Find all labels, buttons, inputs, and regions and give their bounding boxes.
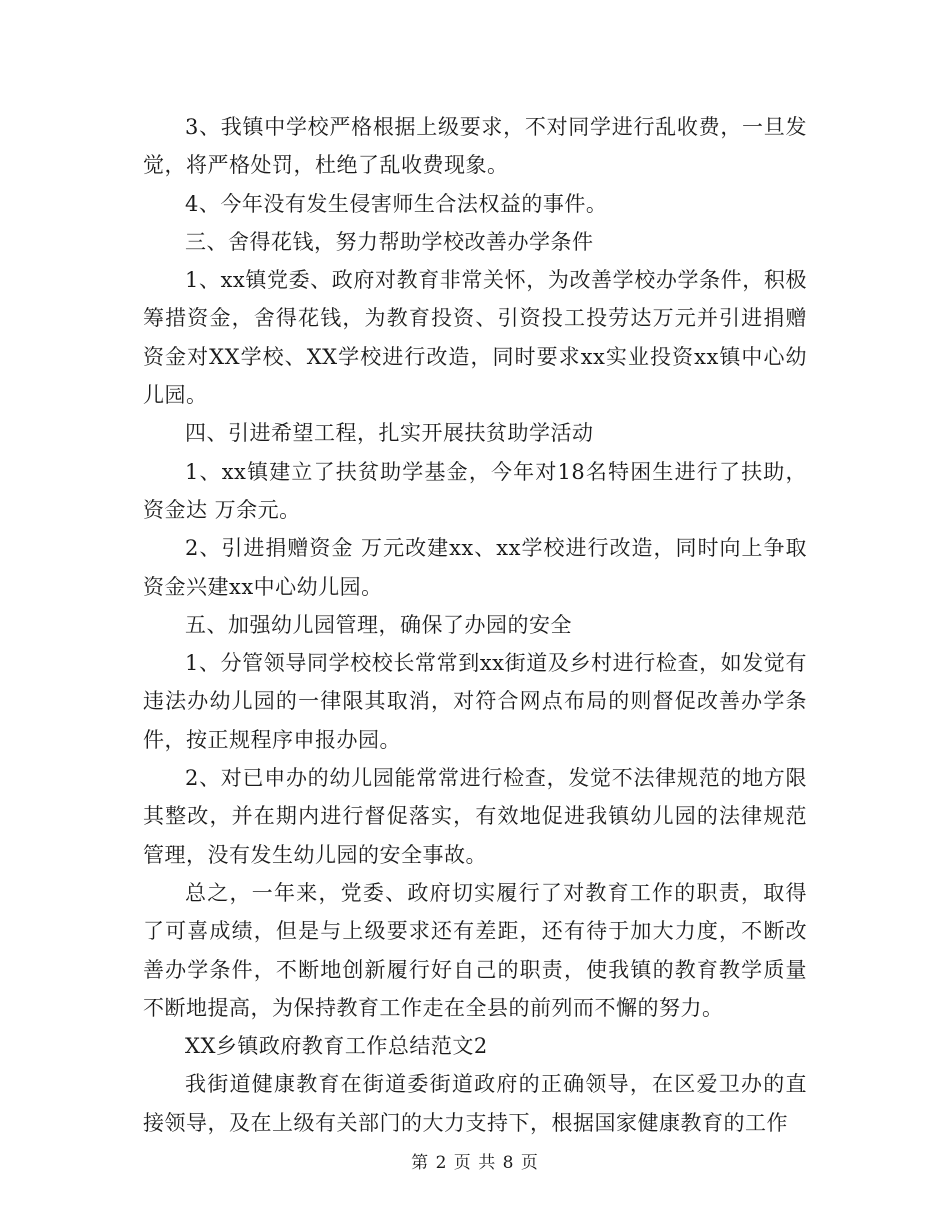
paragraph-kindergarten-rectification: 2、对已申办的幼儿园能常常进行检查，发觉不法律规范的地方限其整改，并在期内进行督促落实，有效地促进我镇幼儿园的法律规范管理，没有发生幼儿园的安全事故。	[143, 766, 807, 867]
page-footer: 第 2 页 共 8 页	[411, 1153, 539, 1173]
article-title-2: XX乡镇政府教育工作总结范文2	[185, 1034, 488, 1059]
section-heading-four: 四、引进希望工程，扎实开展扶贫助学活动	[185, 421, 594, 446]
paragraph-poverty-fund: 1、xx镇建立了扶贫助学基金，今年对18名特困生进行了扶助，资金达 万余元。	[143, 459, 807, 522]
paragraph-rights-protection: 4、今年没有发生侵害师生合法权益的事件。	[185, 191, 608, 216]
paragraph-summary: 总之，一年来，党委、政府切实履行了对教育工作的职责，取得了可喜成绩，但是与上级要求还有差距，还有待于加大力度，不断改善办学条件，不断地创新履行好自己的职责，使我镇的教育教学质量不断地提高，为保持教育工作走在全县的前列而不懈的努力。	[143, 880, 807, 1020]
paragraph-fee-control: 3、我镇中学校严格根据上级要求，不对同学进行乱收费，一旦发觉，将严格处罚，杜绝了乱收费现象。	[143, 115, 807, 178]
section-heading-three: 三、舍得花钱，努力帮助学校改善办学条件	[185, 229, 594, 254]
paragraph-kindergarten-inspection: 1、分管领导同学校校长常常到xx街道及乡村进行检查，如发觉有违法办幼儿园的一律限其取消，对符合网点布局的则督促改善办学条件，按正规程序申报办园。	[143, 651, 807, 752]
paragraph-donation-funds: 2、引进捐赠资金 万元改建xx、xx学校进行改造，同时向上争取资金兴建xx中心幼儿园。	[143, 536, 807, 599]
paragraph-school-investment: 1、xx镇党委、政府对教育非常关怀，为改善学校办学条件，积极筹措资金，舍得花钱，为教育投资、引资投工投劳达万元并引进捐赠资金对XX学校、XX学校进行改造，同时要求xx实业投资xx镇中心幼儿园。	[143, 268, 807, 408]
paragraph-health-education: 我街道健康教育在街道委街道政府的正确领导，在区爱卫办的直接领导，及在上级有关部门的大力支持下，根据国家健康教育的工作	[143, 1072, 807, 1135]
document-body	[143, 108, 807, 1142]
section-heading-five: 五、加强幼儿园管理，确保了办园的安全	[185, 612, 572, 637]
